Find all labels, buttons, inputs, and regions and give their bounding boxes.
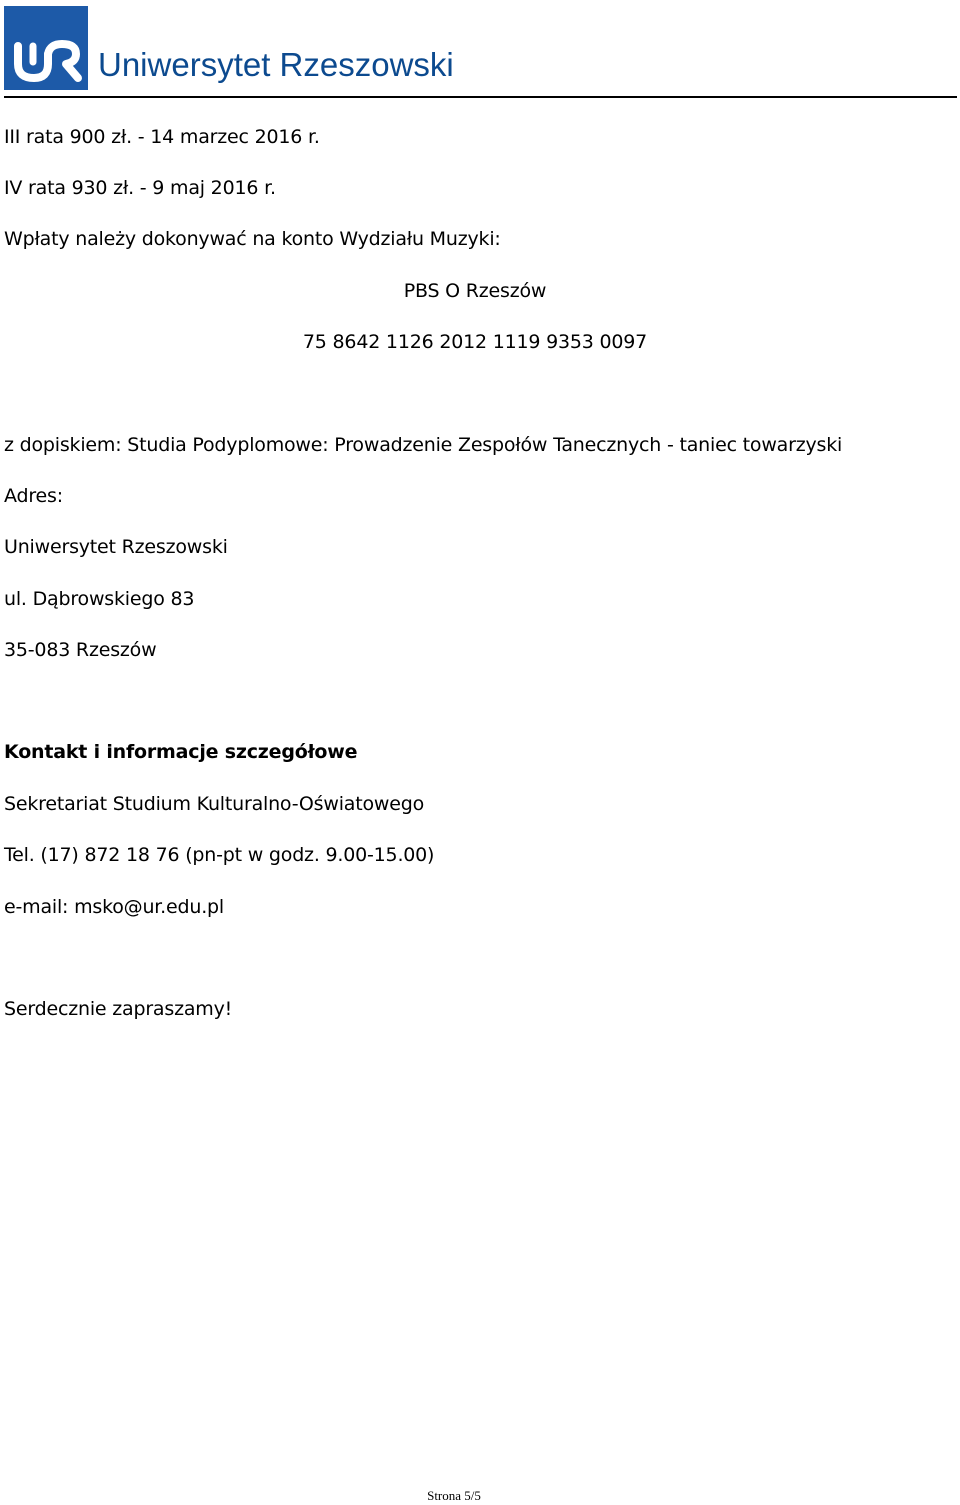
address-label: Adres: — [4, 485, 63, 507]
installment-3-text: III rata 900 zł. - 14 marzec 2016 r. — [4, 126, 320, 148]
university-name: Uniwersytet Rzeszowski — [98, 46, 454, 83]
payment-note: z dopiskiem: Studia Podyplomowe: Prowadzenie Zespołów Tanecznych - taniec towarzyski — [4, 434, 843, 456]
bank-name: PBS O Rzeszów — [403, 280, 547, 302]
ur-university-logo-icon — [4, 6, 88, 90]
payment-instruction: Wpłaty należy dokonywać na konto Wydziału Muzyki: — [4, 228, 501, 250]
page-header — [0, 0, 960, 100]
header-divider — [4, 96, 957, 98]
address-line-2: ul. Dąbrowskiego 83 — [4, 588, 195, 610]
contact-phone: Tel. (17) 872 18 76 (pn-pt w godz. 9.00-15.00) — [4, 844, 435, 866]
contact-email[interactable]: e-mail: msko@ur.edu.pl — [4, 896, 224, 918]
page-indicator: Strona 5/5 — [427, 1488, 481, 1503]
contact-heading: Kontakt i informacje szczegółowe — [4, 741, 358, 763]
account-number: 75 8642 1126 2012 1119 9353 0097 — [302, 331, 648, 353]
closing-text: Serdecznie zapraszamy! — [4, 998, 233, 1020]
contact-office: Sekretariat Studium Kulturalno-Oświatowego — [4, 793, 425, 815]
installment-4-text: IV rata 930 zł. - 9 maj 2016 r. — [4, 177, 276, 199]
address-line-3: 35-083 Rzeszów — [4, 639, 157, 661]
address-line-1: Uniwersytet Rzeszowski — [4, 536, 228, 558]
